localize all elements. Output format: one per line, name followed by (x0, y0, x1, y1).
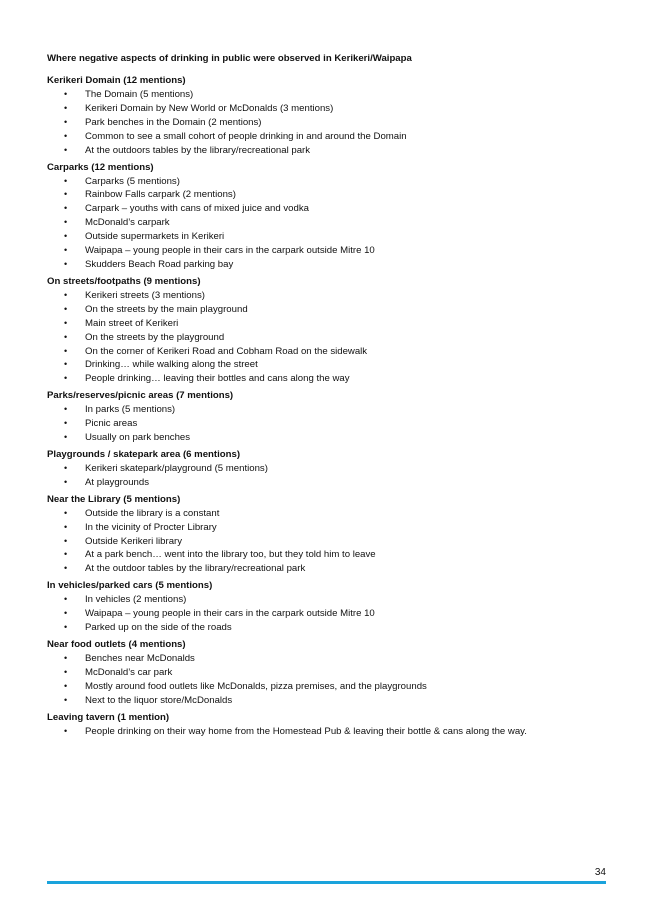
list-item (47, 521, 607, 535)
section (47, 449, 607, 490)
bullet-icon: • (64, 203, 68, 214)
bullet-list (47, 593, 607, 635)
bullet-list (47, 289, 607, 386)
list-item-text: McDonald’s carpark (85, 217, 170, 229)
list-item (47, 725, 607, 739)
list-item-text: On the corner of Kerikeri Road and Cobham Road on the sidewalk (85, 345, 368, 357)
section (47, 75, 607, 158)
list-item (47, 680, 607, 694)
bullet-list (47, 652, 607, 708)
list-item-text: Outside Kerikeri library (85, 535, 183, 547)
bullet-list (47, 88, 607, 158)
list-item-text: Outside the library is a constant (85, 507, 220, 519)
list-item-text: In vehicles (2 mentions) (85, 594, 187, 606)
bullet-list (47, 175, 607, 272)
list-item (47, 694, 607, 708)
list-item (47, 372, 607, 386)
list-item (47, 358, 607, 372)
bullet-icon: • (64, 130, 68, 141)
bullet-icon: • (64, 245, 68, 256)
bullet-icon: • (64, 331, 68, 342)
list-item-text: Usually on park benches (85, 432, 191, 444)
section (47, 580, 607, 635)
list-item-text: Skudders Beach Road parking bay (85, 258, 234, 270)
section-heading: Parks/reserves/picnic areas (7 mentions) (47, 390, 234, 402)
footer-rule (47, 881, 606, 884)
list-item (47, 621, 607, 635)
list-item (47, 417, 607, 431)
list-item-text: Drinking… while walking along the street (85, 359, 258, 371)
list-item-text: The Domain (5 mentions) (85, 89, 194, 100)
list-item-text: Kerikeri streets (3 mentions) (85, 289, 205, 301)
section-heading: Leaving tavern (1 mention) (47, 711, 170, 723)
list-item (47, 535, 607, 549)
bullet-list (47, 725, 607, 739)
bullet-icon: • (64, 666, 68, 677)
list-item-text: In the vicinity of Procter Library (85, 521, 217, 533)
bullet-icon: • (64, 116, 68, 127)
list-item-text: Waipapa – young people in their cars in the carpark outside Mitre 10 (85, 245, 375, 257)
bullet-icon: • (64, 608, 68, 619)
list-item (47, 548, 607, 562)
list-item-text: Carpark – youths with cans of mixed juice and vodka (85, 203, 309, 215)
list-item-text: At the outdoors tables by the library/recreational park (85, 144, 311, 156)
bullet-icon: • (64, 694, 68, 705)
bullet-icon: • (64, 303, 68, 314)
bullet-icon: • (64, 231, 68, 242)
list-item (47, 476, 607, 490)
bullet-icon: • (64, 594, 68, 605)
bullet-icon: • (64, 144, 68, 155)
list-item (47, 317, 607, 331)
list-item (47, 258, 607, 272)
list-item (47, 88, 607, 102)
list-item-text: On the streets by the main playground (85, 303, 248, 315)
list-item-text: Mostly around food outlets like McDonalds, pizza premises, and the playgrounds (85, 680, 427, 692)
bullet-icon: • (64, 359, 68, 370)
list-item (47, 593, 607, 607)
bullet-icon: • (64, 404, 68, 415)
bullet-icon: • (64, 89, 68, 99)
list-item-text: Benches near McDonalds (85, 653, 195, 664)
document-title: Where negative aspects of drinking in public were observed in Kerikeri/Waipapa (47, 53, 412, 64)
list-item (47, 230, 607, 244)
bullet-list (47, 462, 607, 490)
bullet-icon: • (64, 258, 68, 269)
bullet-icon: • (64, 725, 68, 736)
list-item (47, 303, 607, 317)
list-item-text: At a park bench… went into the library too, but they told him to leave (85, 549, 376, 561)
section-heading: Near food outlets (4 mentions) (47, 639, 186, 650)
list-item-text: In parks (5 mentions) (85, 404, 176, 416)
list-item-text: At playgrounds (85, 476, 149, 488)
section (47, 162, 607, 272)
list-item (47, 244, 607, 258)
page-number: 34 (594, 867, 606, 878)
list-item (47, 289, 607, 303)
section-list (47, 75, 607, 739)
bullet-icon: • (64, 189, 68, 200)
section (47, 639, 607, 708)
list-item-text: Parked up on the side of the roads (85, 622, 232, 634)
bullet-icon: • (64, 680, 68, 691)
bullet-icon: • (64, 476, 68, 487)
list-item-text: Outside supermarkets in Kerikeri (85, 231, 225, 243)
list-item (47, 403, 607, 417)
list-item (47, 345, 607, 359)
list-item-text: On the streets by the playground (85, 331, 225, 343)
list-item-text: Rainbow Falls carpark (2 mentions) (85, 189, 236, 201)
section (47, 390, 607, 445)
list-item (47, 175, 607, 189)
list-item (47, 652, 607, 666)
bullet-icon: • (64, 507, 68, 518)
bullet-list (47, 507, 607, 577)
bullet-icon: • (64, 535, 68, 546)
list-item (47, 462, 607, 476)
list-item-text: Park benches in the Domain (2 mentions) (85, 116, 262, 128)
section-heading: Near the Library (5 mentions) (47, 493, 181, 505)
list-item-text: Picnic areas (85, 418, 138, 430)
section-heading: Playgrounds / skatepark area (6 mentions) (47, 448, 241, 460)
list-item-text: McDonald’s car park (85, 666, 173, 678)
list-item (47, 562, 607, 576)
bullet-icon: • (64, 102, 68, 113)
list-item (47, 202, 607, 216)
bullet-icon: • (64, 175, 68, 186)
list-item (47, 331, 607, 345)
document-body (47, 53, 607, 743)
bullet-icon: • (64, 549, 68, 560)
list-item (47, 216, 607, 230)
bullet-icon: • (64, 432, 68, 443)
list-item (47, 666, 607, 680)
bullet-icon: • (64, 563, 68, 574)
bullet-icon: • (64, 345, 68, 356)
list-item (47, 507, 607, 521)
bullet-icon: • (64, 289, 68, 300)
list-item (47, 431, 607, 445)
list-item (47, 102, 607, 116)
bullet-icon: • (64, 373, 68, 384)
list-item-text: Waipapa – young people in their cars in the carpark outside Mitre 10 (85, 608, 375, 620)
list-item (47, 607, 607, 621)
list-item-text: Carparks (5 mentions) (85, 175, 180, 187)
bullet-icon: • (64, 418, 68, 429)
bullet-icon: • (64, 521, 68, 532)
bullet-list (47, 403, 607, 445)
bullet-icon: • (64, 653, 68, 663)
bullet-icon: • (64, 217, 68, 228)
section (47, 276, 607, 386)
list-item-text: Next to the liquor store/McDonalds (85, 694, 233, 706)
section-heading: Kerikeri Domain (12 mentions) (47, 75, 186, 86)
list-item (47, 144, 607, 158)
list-item-text: People drinking… leaving their bottles and cans along the way (85, 373, 350, 385)
bullet-icon: • (64, 317, 68, 328)
list-item-text: Kerikeri Domain by New World or McDonalds (3 mentions) (85, 102, 334, 114)
list-item (47, 116, 607, 130)
section-heading: Carparks (12 mentions) (47, 161, 154, 173)
bullet-icon: • (64, 462, 68, 473)
list-item-text: Common to see a small cohort of people drinking in and around the Domain (85, 130, 407, 142)
list-item-text: At the outdoor tables by the library/recreational park (85, 563, 306, 575)
section (47, 494, 607, 577)
list-item-text: People drinking on their way home from the Homestead Pub & leaving their bottle & cans along the way. (85, 725, 527, 737)
section (47, 712, 607, 739)
bullet-icon: • (64, 622, 68, 633)
section-heading: In vehicles/parked cars (5 mentions) (47, 580, 213, 592)
list-item (47, 130, 607, 144)
list-item (47, 188, 607, 202)
section-heading: On streets/footpaths (9 mentions) (47, 275, 201, 287)
list-item-text: Kerikeri skatepark/playground (5 mentions) (85, 462, 268, 474)
list-item-text: Main street of Kerikeri (85, 317, 179, 329)
